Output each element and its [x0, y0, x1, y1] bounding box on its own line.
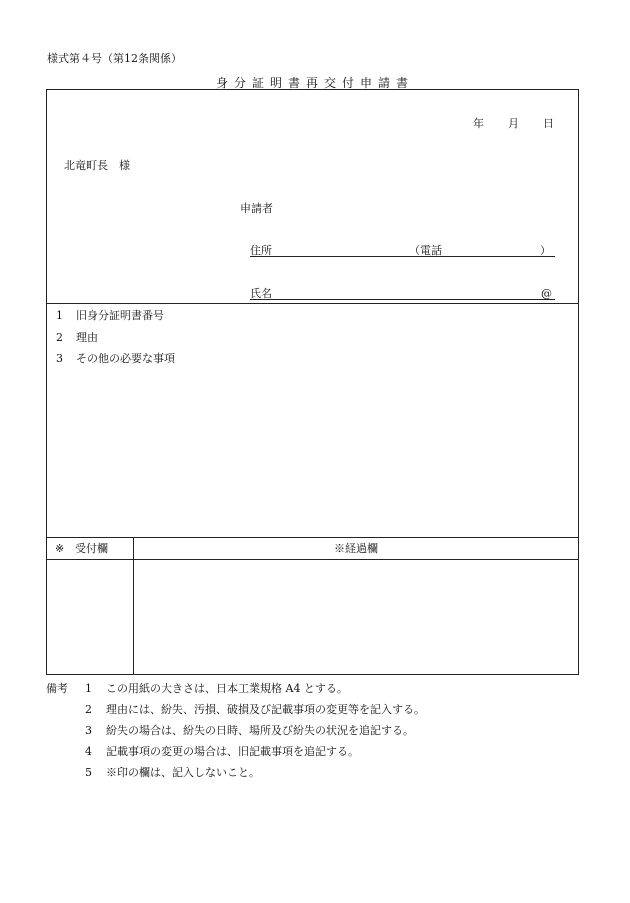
note-item: 2 理由には、紛失、汚損、破損及び記載事項の変更等を記入する。 [85, 703, 425, 716]
list-item: 3 その他の必要な事項 [56, 352, 175, 365]
note-item: 3 紛失の場合は、紛失の日時、場所及び紛失の状況を追記する。 [85, 724, 414, 737]
other-matters-label: その他の必要な事項 [76, 352, 175, 365]
list-item: 2 理由 [56, 331, 98, 344]
addressee: 北竜町長 様 [64, 159, 130, 172]
progress-header: ※経過欄 [334, 542, 378, 555]
name-label: 氏名 [250, 287, 272, 300]
date-day-label: 日 [543, 117, 554, 130]
note-item: 5 ※印の欄は、記入しないこと。 [85, 766, 260, 779]
reception-header: ※ 受付欄 [55, 542, 108, 555]
address-field[interactable] [250, 256, 555, 257]
progress-cell[interactable] [134, 560, 578, 674]
phone-label: （電話 [409, 244, 442, 257]
address-label: 住所 [250, 244, 272, 257]
applicant-label: 申請者 [240, 202, 273, 215]
notes-heading: 備考 [46, 682, 68, 695]
note-item: 4 記載事項の変更の場合は、旧記載事項を追記する。 [85, 745, 359, 758]
name-field[interactable] [250, 299, 555, 300]
document-title: 身分証明書再交付申請書 [215, 76, 414, 90]
phone-close-paren: ） [540, 244, 551, 257]
form-number-label: 様式第４号（第12条関係） [47, 52, 182, 65]
section-divider [46, 303, 579, 304]
old-id-number-label: 旧身分証明書番号 [76, 309, 164, 322]
seal-mark: @ [541, 287, 552, 300]
reason-label: 理由 [76, 331, 98, 344]
reception-cell[interactable] [47, 560, 132, 674]
list-item: 1 旧身分証明書番号 [56, 309, 164, 322]
date-year-label: 年 [473, 117, 484, 130]
note-item: 1 この用紙の大きさは、日本工業規格 A4 とする。 [85, 682, 348, 695]
date-month-label: 月 [508, 117, 519, 130]
section-divider [46, 537, 579, 538]
